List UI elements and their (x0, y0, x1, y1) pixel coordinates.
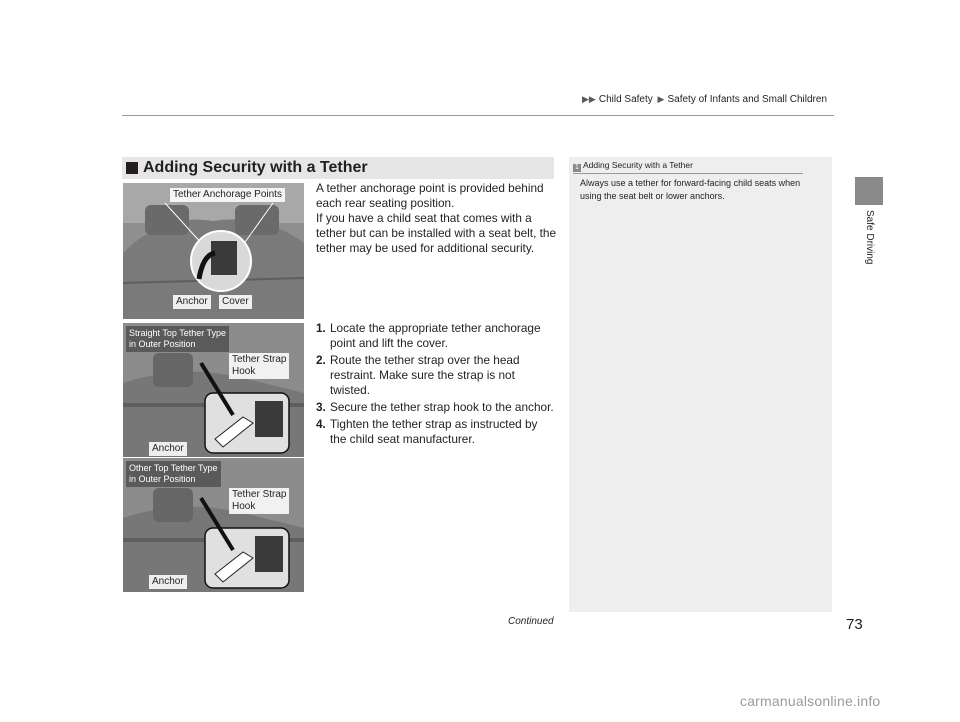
watermark: carmanualsonline.info (740, 693, 881, 709)
figure-badge-line: in Outer Position (129, 474, 196, 484)
header-divider (122, 115, 834, 116)
continued-label: Continued (508, 616, 554, 627)
step-text: Secure the tether strap hook to the anchor. (330, 400, 554, 414)
section-title: Adding Security with a Tether (143, 159, 368, 176)
step-item (316, 353, 556, 398)
tether-strap-hook-label (229, 488, 289, 514)
side-note-text: Always use a tether for forward-facing child seats when using the seat belt or lower anchors. (580, 178, 801, 201)
step-text: Locate the appropriate tether anchorage point and lift the cover. (330, 321, 541, 350)
breadcrumb-item-safety-infants[interactable]: Safety of Infants and Small Children (667, 94, 827, 105)
figure-badge-line: in Outer Position (129, 339, 196, 349)
anchor-label: Anchor (149, 442, 187, 456)
side-note-divider (573, 173, 803, 174)
figure-badge (126, 461, 221, 487)
intro-paragraph: If you have a child seat that comes with a tether but can be installed with a seat belt, the tether may be used for additional security. (316, 211, 557, 255)
step-number: 4. (316, 417, 326, 431)
step-number: 3. (316, 400, 326, 414)
hook-label-line: Tether Strap (232, 489, 287, 500)
tether-strap-hook-label (229, 353, 289, 379)
step-list (316, 321, 556, 449)
page-number: 73 (846, 616, 863, 633)
anchor-label: Anchor (173, 295, 211, 309)
hook-label-line: Tether Strap (232, 354, 287, 365)
figure-other-top-tether (123, 458, 304, 592)
cover-label: Cover (219, 295, 252, 309)
step-item (316, 417, 556, 447)
side-tab (855, 210, 883, 280)
breadcrumb-arrow-icon: ▶▶ (582, 94, 596, 104)
figure-badge (126, 326, 229, 352)
figure-badge-line: Other Top Tether Type (129, 463, 218, 473)
side-tab-label: Safe Driving (864, 210, 875, 265)
step-item (316, 321, 556, 351)
side-note-title: Adding Security with a Tether (583, 160, 693, 170)
figure-badge-line: Straight Top Tether Type (129, 328, 227, 338)
step-number: 2. (316, 353, 326, 367)
figure-title: Tether Anchorage Points (170, 188, 285, 202)
step-item (316, 400, 556, 415)
figure-tether-anchorage-points (123, 183, 304, 319)
side-note-heading (573, 160, 693, 172)
step-text: Route the tether strap over the head restraint. Make sure the strap is not twisted. (330, 353, 520, 397)
section-heading (122, 157, 554, 179)
side-tab-marker (855, 177, 883, 205)
intro-text (316, 181, 558, 256)
rear-seat-illustration (123, 183, 304, 319)
figure-straight-top-tether (123, 323, 304, 457)
hook-label-line: Hook (232, 366, 256, 377)
breadcrumb (582, 94, 829, 105)
hook-label-line: Hook (232, 501, 256, 512)
side-note-panel (569, 157, 832, 612)
step-text: Tighten the tether strap as instructed by the child seat manufacturer. (330, 417, 538, 446)
note-marker-icon: 1 (573, 164, 581, 172)
breadcrumb-arrow-icon: ▶ (657, 94, 665, 104)
intro-paragraph: A tether anchorage point is provided behind each rear seating position. (316, 181, 544, 210)
anchor-label: Anchor (149, 575, 187, 589)
step-number: 1. (316, 321, 326, 335)
section-square-icon (126, 162, 138, 174)
breadcrumb-item-child-safety[interactable]: Child Safety (598, 94, 653, 105)
